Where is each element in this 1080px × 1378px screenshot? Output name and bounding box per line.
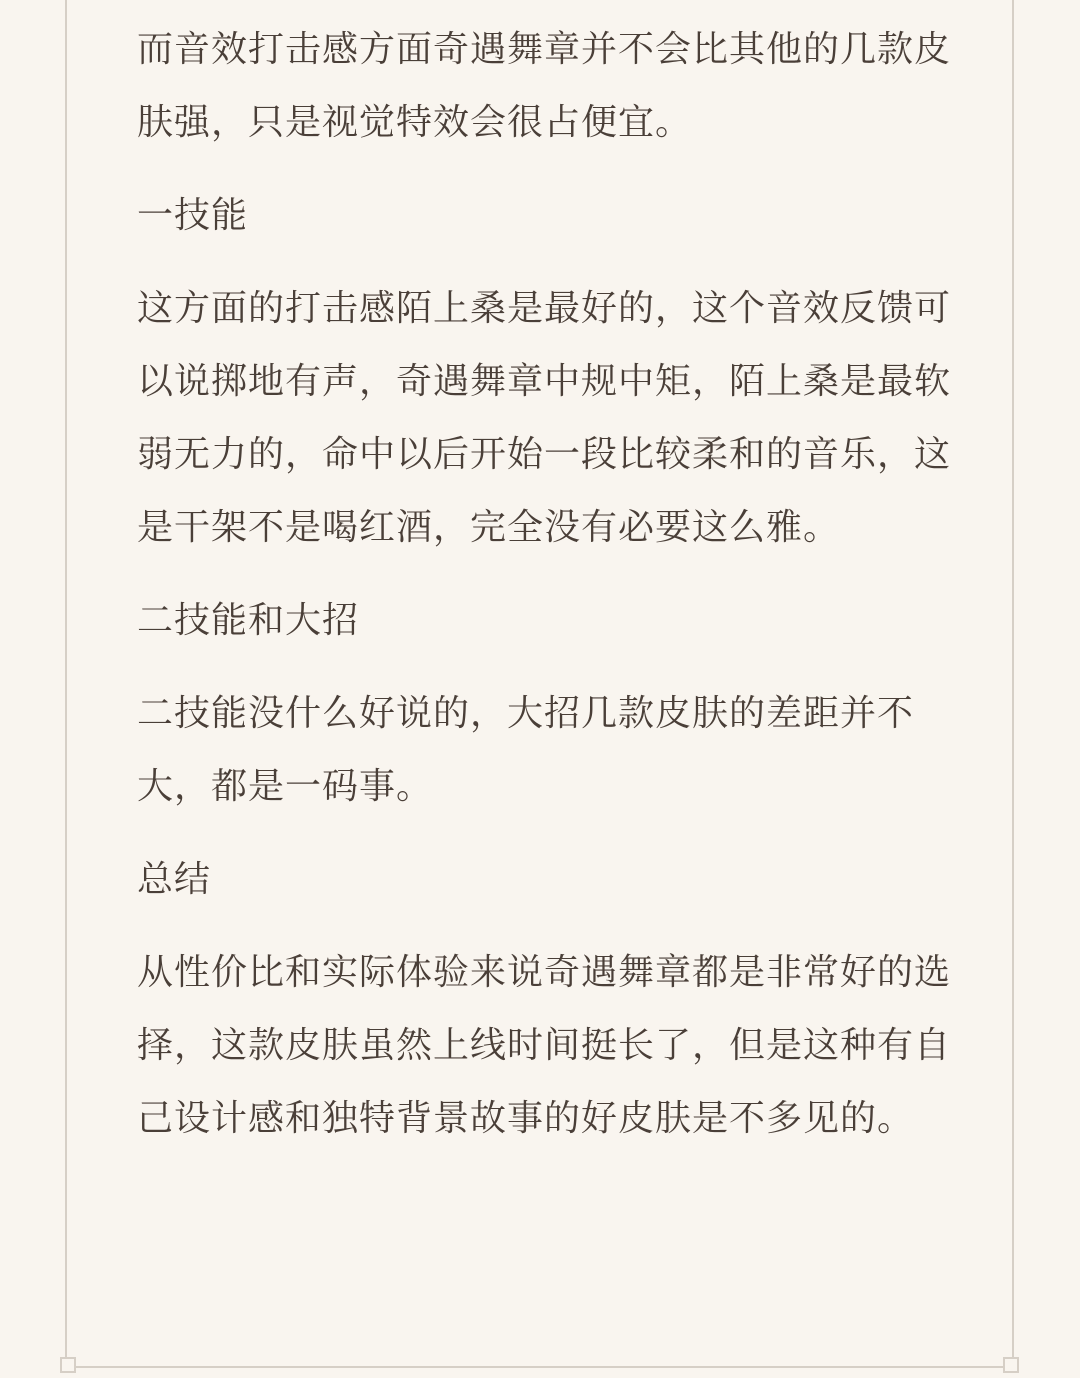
paragraph-sound-effects: 而音效打击感方面奇遇舞章并不会比其他的几款皮肤强，只是视觉特效会很占便宜。 bbox=[137, 29, 952, 143]
section-heading-skill-two-ultimate: 二技能和大招 bbox=[137, 600, 360, 641]
frame-corner-ornament-left bbox=[60, 1357, 76, 1373]
article-body bbox=[137, 13, 957, 1155]
paragraph-skill-two-ultimate: 二技能没什么好说的，大招几款皮肤的差距并不大，都是一码事。 bbox=[137, 693, 915, 807]
paragraph-skill-one: 这方面的打击感陌上桑是最好的，这个音效反馈可以说掷地有声，奇遇舞章中规中矩，陌上桑是最软弱无力的，命中以后开始一段比较柔和的音乐，这是干架不是喝红酒，完全没有必要这么雅。 bbox=[137, 288, 952, 548]
section-heading-skill-one: 一技能 bbox=[137, 195, 249, 236]
paragraph-summary: 从性价比和实际体验来说奇遇舞章都是非常好的选择，这款皮肤虽然上线时间挺长了，但是这种有自己设计感和独特背景故事的好皮肤是不多见的。 bbox=[137, 952, 952, 1139]
frame-border-left bbox=[65, 0, 67, 1366]
section-heading-summary: 总结 bbox=[137, 859, 212, 900]
frame-border-right bbox=[1012, 0, 1014, 1366]
frame-corner-ornament-right bbox=[1003, 1357, 1019, 1373]
frame-border-bottom bbox=[65, 1366, 1014, 1368]
